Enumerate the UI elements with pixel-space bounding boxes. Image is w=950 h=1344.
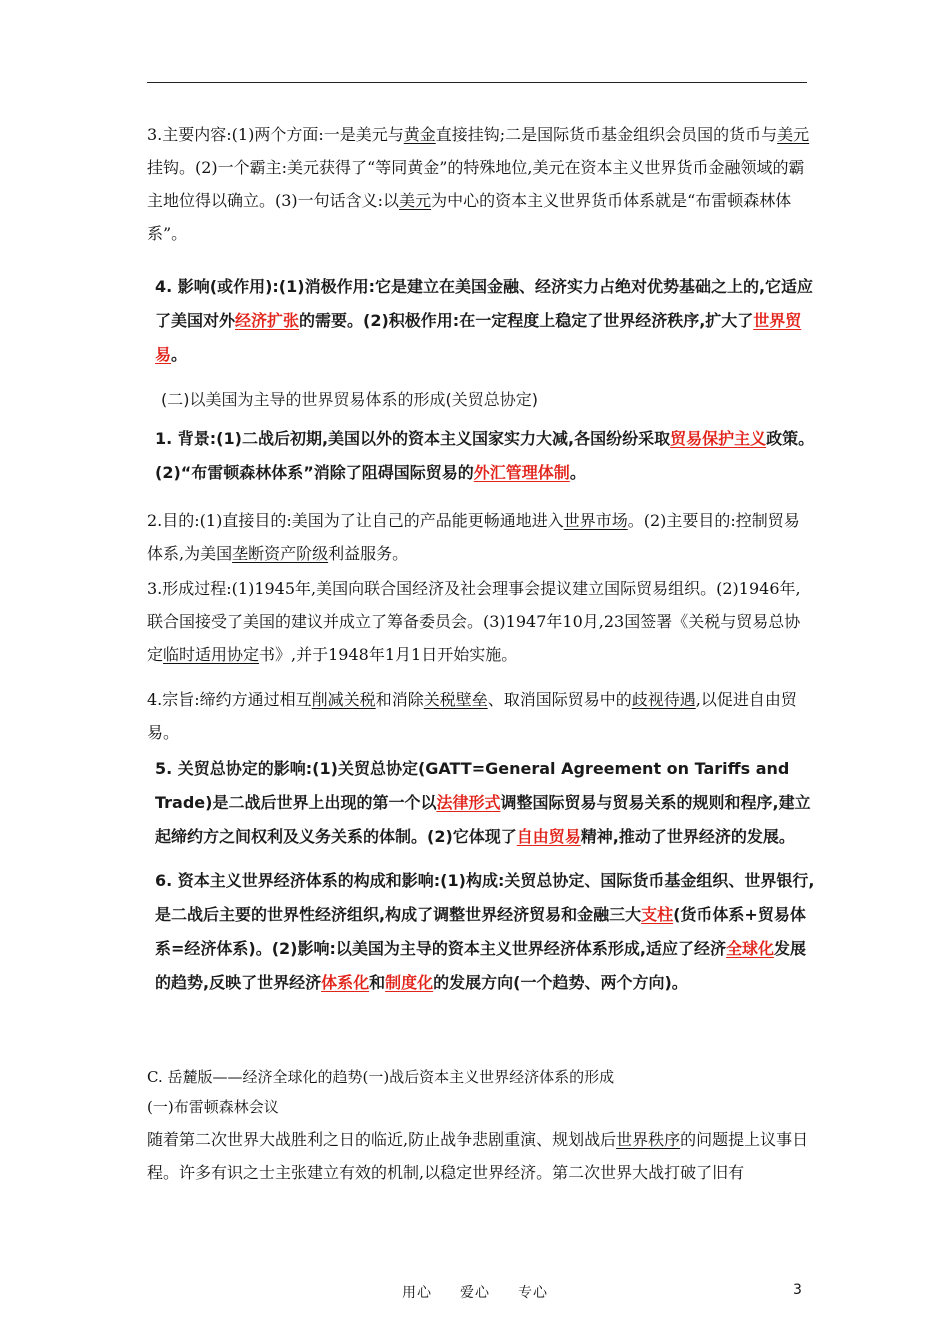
key-term: 支柱 xyxy=(641,905,674,924)
key-term: 法律形式 xyxy=(436,793,501,812)
text: 的需要。(2)积极作用:在一定程度上稳定了世界经济秩序,扩大了 xyxy=(299,311,754,330)
text: 利益服务。 xyxy=(328,544,409,563)
footer-motto xyxy=(0,1282,950,1302)
text: 4.宗旨:缔约方通过相互 xyxy=(147,690,312,709)
key-term: 美元 xyxy=(777,125,810,144)
text: 政策。(2)“布雷顿森林体系”消除了阻碍国际贸易的 xyxy=(155,429,815,482)
page-number: 3 xyxy=(793,1282,802,1298)
text: 书》,并于1948年1月1日开始实施。 xyxy=(259,645,518,664)
footer-text: 爱心 xyxy=(460,1285,490,1301)
key-term: 削减关税 xyxy=(311,690,376,709)
section-3-main-content xyxy=(147,118,812,250)
text: 。(2)主要目的:控制贸易体系,为美国 xyxy=(147,511,800,563)
section-5-gatt-influence xyxy=(147,752,820,854)
text: 5. 关贸总协定的影响:(1)关贸总协定(GATT=General Agreement on Tariffs and Trade)是二战后世界上出现的第一个以 xyxy=(155,759,790,812)
key-term: 体系化 xyxy=(321,973,370,992)
section-4-influence xyxy=(147,270,820,372)
key-term: 临时适用协定 xyxy=(163,645,260,664)
text: 3.主要内容:(1)两个方面:一是美元与 xyxy=(147,125,404,144)
section-2-purpose xyxy=(147,504,812,570)
key-term: 全球化 xyxy=(725,939,774,958)
text: 3.形成过程:(1)1945年,美国向联合国经济及社会理事会提议建立国际贸易组织。(2)1946年,联合国接受了美国的建议并成立了筹备委员会。(3)1947年10月,23国签署《关税与贸易总协定 xyxy=(147,579,801,664)
text: ,以促进自由贸易。 xyxy=(147,690,797,742)
text: 6. 资本主义世界经济体系的构成和影响:(1)构成:关贸总协定、国际货币基金组织、世界银行,是二战后主要的世界性经济组织,构成了调整世界经济贸易和金融三大 xyxy=(155,871,815,924)
key-term: 制度化 xyxy=(385,973,434,992)
key-term: 黄金 xyxy=(403,125,436,144)
text: 为中心的资本主义世界货币体系就是“布雷顿森林体系”。 xyxy=(147,191,792,243)
section-c-subtitle: (一)布雷顿森林会议 xyxy=(147,1098,279,1116)
text: 和 xyxy=(369,973,386,992)
section-c-title: C. 岳麓版——经济全球化的趋势(一)战后资本主义世界经济体系的形成 xyxy=(147,1068,615,1086)
text: 直接挂钩;二是国际货币基金组织会员国的货币与 xyxy=(435,125,778,144)
key-term: 美元 xyxy=(399,191,432,210)
key-term: 歧视待遇 xyxy=(631,690,696,709)
text: 的问题提上议事日程。许多有识之士主张建立有效的机制,以稳定世界经济。第二次世界大战打破了旧有 xyxy=(147,1130,809,1182)
subheading-trade-system: (二)以美国为主导的世界贸易体系的形成(关贸总协定) xyxy=(161,390,538,409)
text: 随着第二次世界大战胜利之日的临近,防止战争悲剧重演、规划战后 xyxy=(147,1130,617,1149)
key-term: 外汇管理体制 xyxy=(473,463,570,482)
section-4-aim xyxy=(147,683,812,749)
text: 发展的趋势,反映了世界经济 xyxy=(155,939,806,992)
text: 1. 背景:(1)二战后初期,美国以外的资本主义国家实力大减,各国纷纷采取 xyxy=(155,429,671,448)
text: 的发展方向(一个趋势、两个方向)。 xyxy=(433,973,688,992)
text: 。 xyxy=(171,345,188,364)
text: 2.目的:(1)直接目的:美国为了让自己的产品能更畅通地进入 xyxy=(147,511,564,530)
text: 4. 影响(或作用):(1)消极作用:它是建立在美国金融、经济实力占绝对优势基础之上的,它适应了美国对外 xyxy=(155,277,814,330)
section-c-body xyxy=(147,1123,812,1189)
key-term: 世界市场 xyxy=(563,511,628,530)
text: 。 xyxy=(569,463,586,482)
footer-text: 用心 xyxy=(402,1285,432,1301)
key-term: 关税壁垒 xyxy=(423,690,488,709)
text: 、取消国际贸易中的 xyxy=(487,690,632,709)
key-term: 自由贸易 xyxy=(516,827,581,846)
header-rule xyxy=(147,82,807,83)
text: 和消除 xyxy=(375,690,424,709)
section-1-background xyxy=(147,422,820,490)
section-6-economic-system xyxy=(147,864,820,1000)
text: 调整国际贸易与贸易关系的规则和程序,建立起缔约方之间权利及义务关系的体制。(2)它体现了 xyxy=(155,793,811,846)
key-term: 经济扩张 xyxy=(235,311,300,330)
footer-text: 专心 xyxy=(518,1285,548,1301)
key-term: 垄断资产阶级 xyxy=(232,544,329,563)
text: 挂钩。(2)一个霸主:美元获得了“等同黄金”的特殊地位,美元在资本主义世界货币金融领域的霸主地位得以确立。(3)一句话含义:以 xyxy=(147,158,805,210)
text: (货币体系+贸易体系=经济体系)。(2)影响:以美国为主导的资本主义世界经济体系形成,适应了经济 xyxy=(155,905,806,958)
key-term: 世界秩序 xyxy=(616,1130,681,1149)
key-term: 世界贸易 xyxy=(155,311,802,364)
section-3-formation xyxy=(147,572,812,671)
text: 精神,推动了世界经济的发展。 xyxy=(580,827,795,846)
key-term: 贸易保护主义 xyxy=(670,429,767,448)
